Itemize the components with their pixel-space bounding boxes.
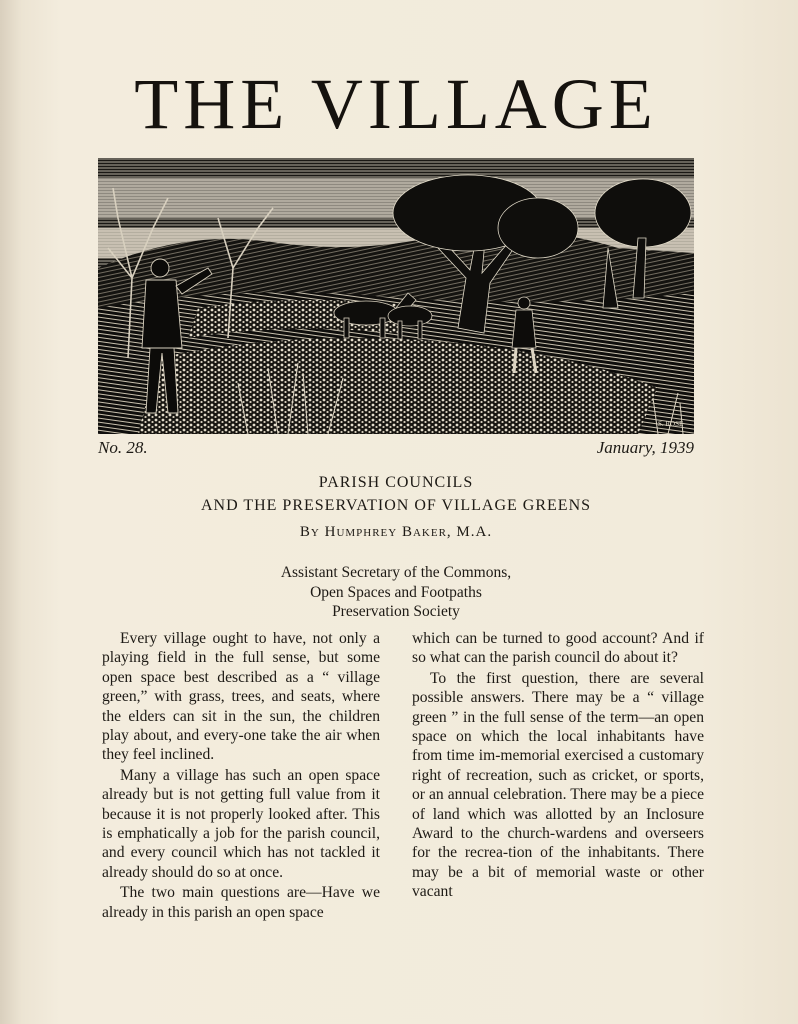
affiliation-line: Assistant Secretary of the Commons, bbox=[280, 564, 512, 581]
affiliation-line: Open Spaces and Footpaths bbox=[310, 583, 482, 601]
ploughing-scene-image bbox=[98, 158, 694, 434]
paragraph: To the first question, there are several possible answers. There may be a “ village green ” in the full sense of the term—an open space on which the local inhabitants have from time im-memorial exercised a customary right of recreation, such as cricket, or sports, or an annual celebration. There may be a piece of land which was allotted by an Inclosure Award to the church-wardens and overseers for the recrea-tion of the inhabitants. There may be a bit of memorial waste or other vacant bbox=[412, 669, 704, 901]
paragraph: The two main questions are—Have we already in this parish an open space bbox=[102, 884, 380, 921]
illustration-signature: S. ROSE bbox=[658, 420, 684, 428]
affiliation-line: Preservation Society bbox=[332, 603, 460, 620]
issue-number: No. 28. bbox=[98, 438, 148, 457]
paragraph: which can be turned to good account? And if so what can the parish council do about it? bbox=[412, 630, 704, 667]
article-title-line-2: AND THE PRESERVATION OF VILLAGE GREENS bbox=[200, 497, 592, 514]
article-title-line-1: PARISH COUNCILS bbox=[318, 474, 474, 491]
right-column bbox=[412, 629, 704, 902]
woodcut-illustration bbox=[98, 158, 694, 434]
paragraph: Every village ought to have, not only a playing field in the full sense, but some open space best described as a “ village green,” with grass, trees, and seats, where the elders can sit in the sun, the children play about, and every-one take the air when they feel inclined. bbox=[102, 630, 380, 764]
masthead-title: THE VILLAGE bbox=[134, 64, 658, 144]
left-column bbox=[102, 629, 380, 922]
issue-date: January, 1939 bbox=[596, 438, 694, 457]
paragraph: Many a village has such an open space already but is not getting full value from it because it is not properly looked after. This is emphatically a job for the parish council, and every council which has not tackled it already should do so at once. bbox=[102, 766, 380, 881]
article-byline: By Humphrey Baker, M.A. bbox=[299, 524, 493, 540]
author-affiliation bbox=[98, 563, 694, 622]
